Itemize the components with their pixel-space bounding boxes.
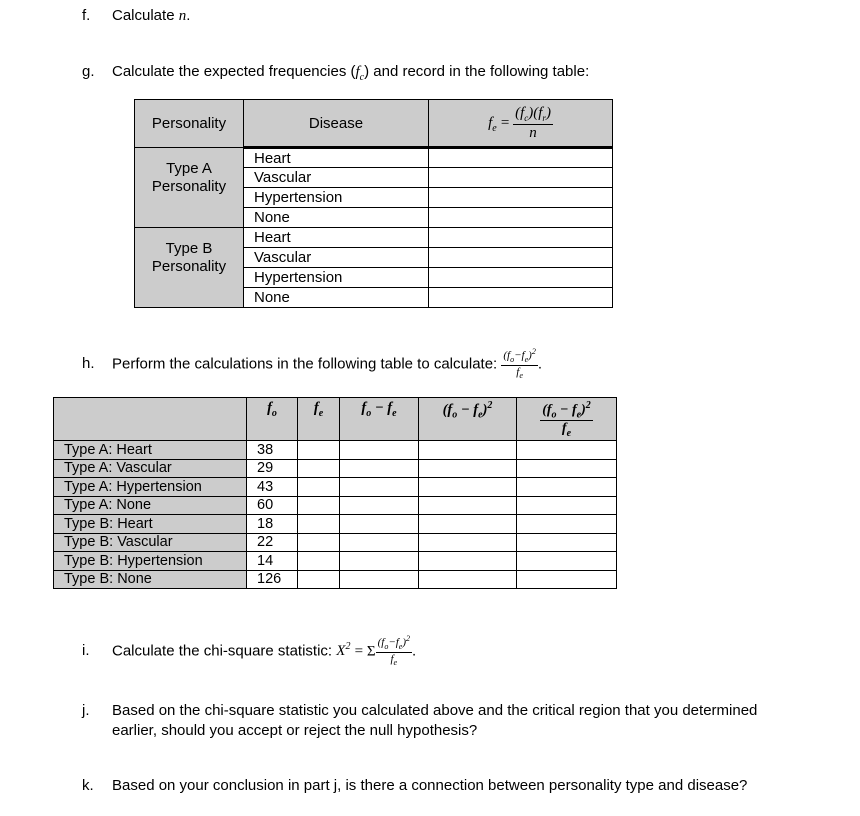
question-text: Calculate the chi-square statistic: xyxy=(112,642,337,660)
diff-cell[interactable] xyxy=(340,441,419,460)
fo-cell: 60 xyxy=(247,496,298,515)
fo-cell: 22 xyxy=(247,533,298,552)
question-text: Calculate xyxy=(112,7,179,24)
row-label: Type A: None xyxy=(54,496,247,515)
chi-cell[interactable] xyxy=(517,515,617,534)
question-h xyxy=(82,348,542,381)
diff-cell[interactable] xyxy=(340,478,419,497)
question-line1: Based on the chi-square statistic you calculated above and the critical region that you determined xyxy=(112,702,758,719)
header-chi-term: $\frac{(f_o - f_e)^2}{f_e}$ xyxy=(517,398,617,441)
diff-cell[interactable] xyxy=(340,552,419,571)
fe-cell[interactable] xyxy=(298,478,340,497)
fe-cell[interactable] xyxy=(429,208,613,228)
diff-cell[interactable] xyxy=(340,570,419,589)
equals-sign: = xyxy=(500,114,514,131)
row-label: Type B: Vascular xyxy=(54,533,247,552)
fe-cell[interactable] xyxy=(429,248,613,268)
fe-cell[interactable] xyxy=(429,188,613,208)
chi-square-symbol: $X^2$ xyxy=(336,641,351,660)
question-label: f. xyxy=(82,7,91,24)
diff-cell[interactable] xyxy=(340,515,419,534)
group-name-line2: Personality xyxy=(151,258,227,275)
sq-cell[interactable] xyxy=(419,478,517,497)
fe-cell[interactable] xyxy=(298,496,340,515)
header-fo: $f_o$ xyxy=(247,398,298,441)
chi-cell[interactable] xyxy=(517,459,617,478)
sq-cell[interactable] xyxy=(419,570,517,589)
sq-cell[interactable] xyxy=(419,552,517,571)
question-label: g. xyxy=(82,63,95,80)
question-f xyxy=(82,7,190,25)
sq-cell[interactable] xyxy=(419,459,517,478)
fe-cell[interactable] xyxy=(429,268,613,288)
header-fe: $f_e$ xyxy=(298,398,340,441)
disease-cell: Hypertension xyxy=(244,268,429,288)
question-text xyxy=(112,701,757,741)
fo-cell: 18 xyxy=(247,515,298,534)
row-label: Type A: Vascular xyxy=(54,459,247,478)
question-text: Perform the calculations in the following table to calculate: xyxy=(112,355,498,373)
row-label: Type B: Hypertension xyxy=(54,552,247,571)
chi-sum-fraction: $\frac{(f_o-f_e)^2}{f_e}$ xyxy=(377,634,411,667)
question-label: j. xyxy=(82,702,90,719)
header-blank xyxy=(54,398,247,441)
group-name: Type B xyxy=(165,240,213,257)
equals-sum: = Σ xyxy=(354,643,376,660)
expected-frequency-table xyxy=(134,99,613,308)
fo-cell: 29 xyxy=(247,459,298,478)
diff-cell[interactable] xyxy=(340,496,419,515)
fe-cell[interactable] xyxy=(298,552,340,571)
chi-cell[interactable] xyxy=(517,478,617,497)
question-label: i. xyxy=(82,642,90,660)
fe-cell[interactable] xyxy=(298,533,340,552)
variable-subscript: c xyxy=(359,72,365,83)
variable-n: n xyxy=(178,8,187,24)
fe-cell[interactable] xyxy=(298,459,340,478)
fe-cell[interactable] xyxy=(298,570,340,589)
fe-cell[interactable] xyxy=(429,288,613,308)
question-i xyxy=(82,635,416,668)
question-text: Based on your conclusion in part j, is there a connection between personality type and disease? xyxy=(112,777,748,794)
period: . xyxy=(412,642,417,660)
disease-cell: Vascular xyxy=(244,248,429,268)
fe-cell[interactable] xyxy=(298,515,340,534)
chi-term-fraction: $\frac{(f_o-f_e)^2}{f_e}$ xyxy=(503,347,536,380)
header-disease: Disease xyxy=(244,100,429,148)
fo-cell: 14 xyxy=(247,552,298,571)
chi-cell[interactable] xyxy=(517,552,617,571)
row-label: Type B: Heart xyxy=(54,515,247,534)
question-text-end: ) and record in the following table: xyxy=(364,63,590,80)
row-label: Type B: None xyxy=(54,570,247,589)
disease-cell: None xyxy=(244,208,429,228)
punctuation: . xyxy=(186,7,191,24)
header-fe-formula xyxy=(429,100,613,148)
variable-f: f xyxy=(355,64,360,80)
period: . xyxy=(537,355,543,373)
disease-cell: Heart xyxy=(244,228,429,248)
fe-cell[interactable] xyxy=(429,228,613,248)
question-text: Calculate the expected frequencies ( xyxy=(112,63,356,80)
fo-cell: 38 xyxy=(247,441,298,460)
header-squared-diff: $(f_o - f_e)^2$ xyxy=(419,398,517,441)
sq-cell[interactable] xyxy=(419,496,517,515)
chi-cell[interactable] xyxy=(517,496,617,515)
sq-cell[interactable] xyxy=(419,515,517,534)
fe-fraction: $\frac{(f_c)(f_r)}{n}$ xyxy=(515,104,551,141)
chi-cell[interactable] xyxy=(517,570,617,589)
question-j xyxy=(82,701,757,741)
fe-symbol: $f_e$ xyxy=(488,114,497,134)
group-type-a xyxy=(135,148,244,228)
sq-cell[interactable] xyxy=(419,533,517,552)
question-g xyxy=(82,63,589,83)
header-personality: Personality xyxy=(135,100,244,148)
question-label: h. xyxy=(82,355,95,373)
sq-cell[interactable] xyxy=(419,441,517,460)
diff-cell[interactable] xyxy=(340,533,419,552)
disease-cell: Vascular xyxy=(244,168,429,188)
header-fo-minus-fe: $f_o - f_e$ xyxy=(340,398,419,441)
question-k xyxy=(82,777,747,794)
fe-cell[interactable] xyxy=(429,168,613,188)
chi-cell[interactable] xyxy=(517,533,617,552)
fe-cell[interactable] xyxy=(298,441,340,460)
question-line2: earlier, should you accept or reject the null hypothesis? xyxy=(112,722,478,739)
diff-cell[interactable] xyxy=(340,459,419,478)
chi-cell[interactable] xyxy=(517,441,617,460)
chi-square-table xyxy=(53,397,617,589)
question-label: k. xyxy=(82,777,94,794)
group-type-b xyxy=(135,228,244,308)
row-label: Type A: Heart xyxy=(54,441,247,460)
disease-cell: Heart xyxy=(244,148,429,168)
row-label: Type A: Hypertension xyxy=(54,478,247,497)
fe-cell[interactable] xyxy=(429,148,613,168)
disease-cell: Hypertension xyxy=(244,188,429,208)
group-name: Type A xyxy=(166,160,212,177)
group-name-line2: Personality xyxy=(151,178,227,195)
fo-cell: 126 xyxy=(247,570,298,589)
fo-cell: 43 xyxy=(247,478,298,497)
disease-cell: None xyxy=(244,288,429,308)
